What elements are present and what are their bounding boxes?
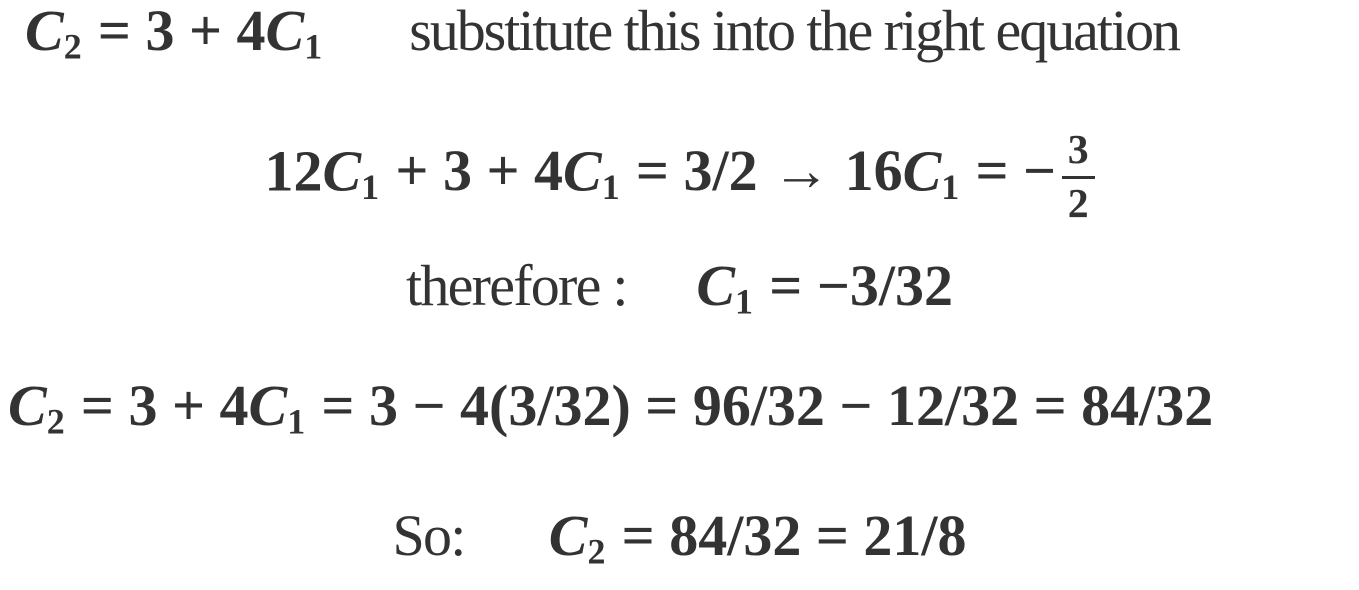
math-expression: = 3 + 4: [97, 0, 266, 63]
variable-c: C: [8, 373, 47, 438]
math-expression: = 3 + 4: [80, 373, 249, 438]
math-expression-chain: = 3 − 4(3/32) = 96/32 − 12/32 = 84/32: [321, 373, 1214, 438]
fraction-numerator: 3: [1067, 127, 1089, 173]
variable-c: C: [25, 0, 64, 63]
coefficient: 12: [264, 138, 323, 204]
subscript: 1: [287, 401, 306, 442]
subscript: 1: [361, 167, 380, 208]
result-value: = 84/32 = 21/8: [621, 503, 967, 568]
subscript: 2: [63, 26, 82, 67]
equation-line-1: [25, 0, 1179, 69]
subscript: 1: [735, 281, 754, 322]
subscript: 1: [941, 167, 960, 208]
result-value: = −3/32: [769, 253, 953, 318]
math-expression: + 3 + 4: [395, 138, 563, 204]
subscript: 1: [601, 167, 620, 208]
annotation-text: substitute this into the right equation: [409, 0, 1180, 63]
variable-c: C: [248, 373, 288, 438]
so-label: So:: [392, 503, 465, 568]
variable-c: C: [563, 138, 602, 204]
subscript: 2: [46, 401, 65, 442]
math-expression-arrow: = 3/2 → 16: [635, 138, 903, 204]
fraction: [1062, 126, 1095, 228]
variable-c: C: [322, 138, 362, 204]
variable-c: C: [548, 503, 588, 568]
fraction-denominator: 2: [1062, 176, 1095, 229]
variable-c: C: [696, 253, 736, 318]
equals-minus: = −: [975, 138, 1057, 204]
subscript: 1: [304, 26, 323, 67]
equation-line-4: [8, 371, 1213, 444]
variable-c: C: [265, 0, 305, 63]
therefore-label: therefore :: [406, 253, 627, 318]
equation-line-5: [0, 501, 1359, 574]
equation-line-3: [0, 251, 1359, 324]
variable-c: C: [902, 138, 942, 204]
subscript: 2: [587, 531, 606, 572]
equation-line-2: [0, 126, 1359, 228]
